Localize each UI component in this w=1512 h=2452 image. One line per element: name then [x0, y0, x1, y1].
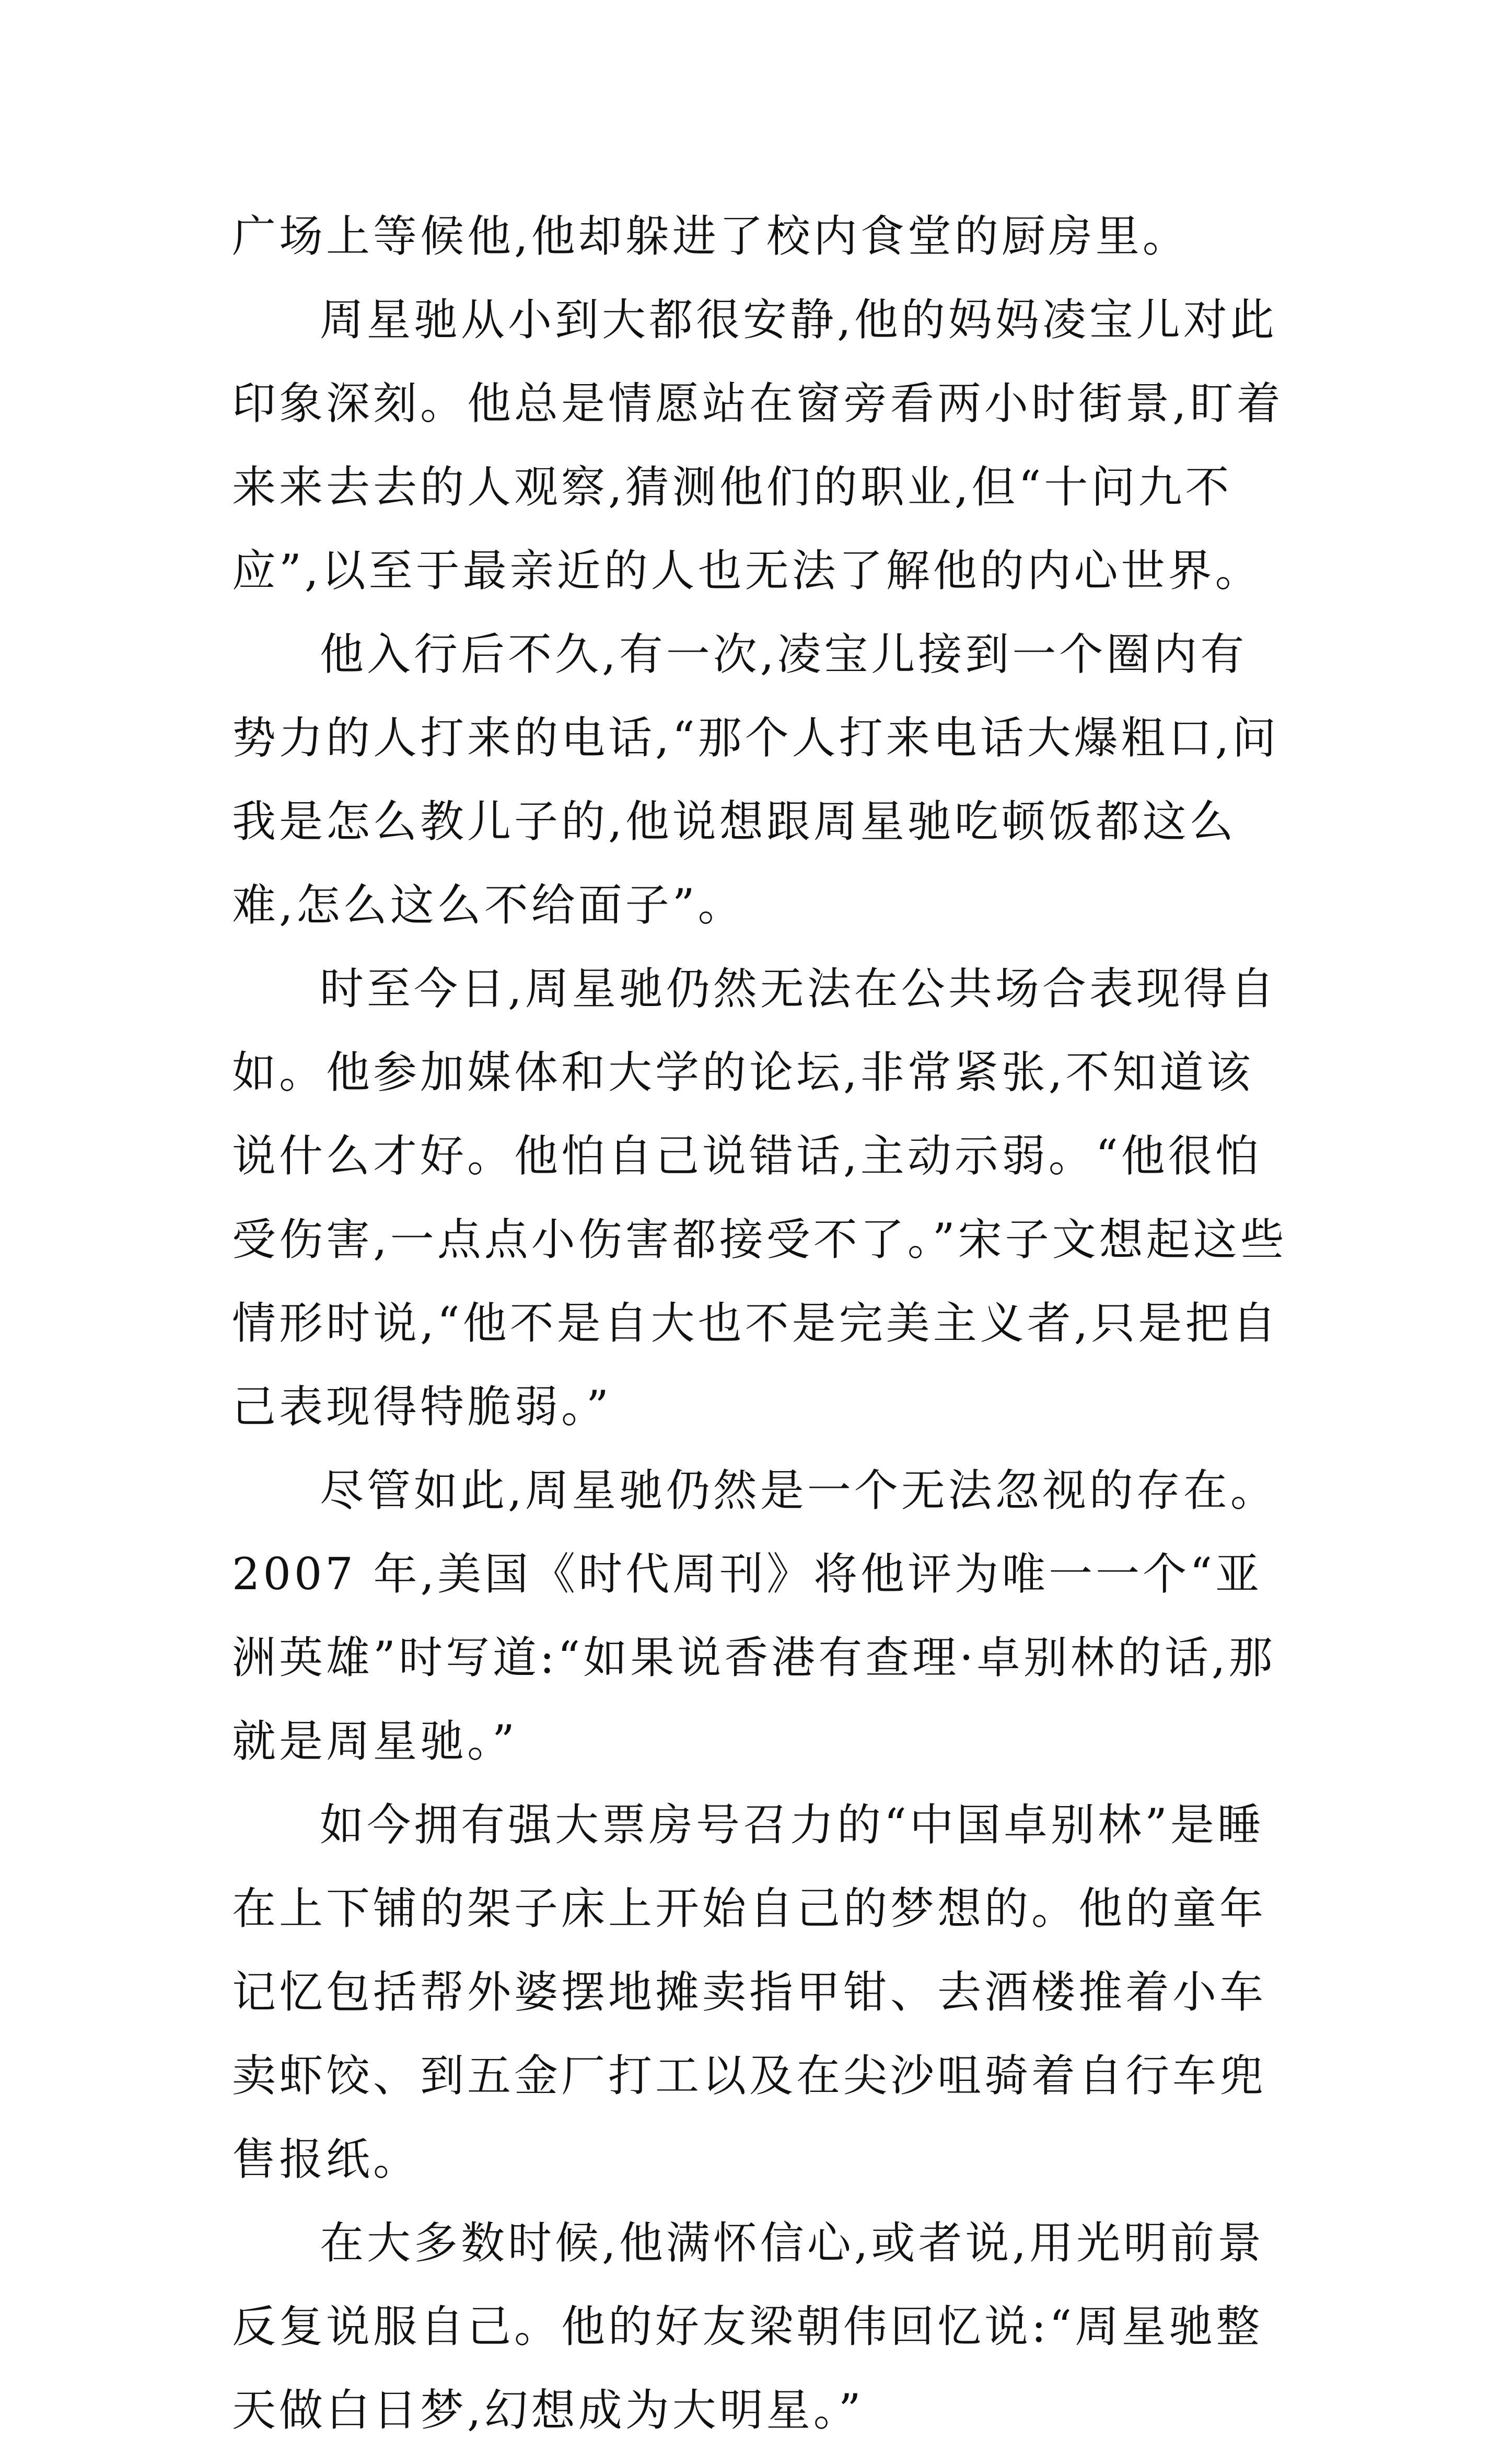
- paragraph-4: 时至今日,周星驰仍然无法在公共场合表现得自如。他参加媒体和大学的论坛,非常紧张,不知道该说什么才好。他怕自己说错话,主动示弱。“他很怕受伤害,一点点小伤害都接受不了。”宋子文想起这些情形时说,“他不是自大也不是完美主义者,只是把自己表现得特脆弱。”: [232, 963, 1287, 1432]
- paragraph-3: 他入行后不久,有一次,凌宝儿接到一个圈内有势力的人打来的电话,“那个人打来电话大爆粗口,问我是怎么教儿子的,他说想跟周星驰吃顿饭都这么难,怎么这么不给面子”。: [232, 629, 1280, 931]
- paragraph-6: 如今拥有强大票房号召力的“中国卓别林”是睡在上下铺的架子床上开始自己的梦想的。他的童年记忆包括帮外婆摆地摊卖指甲钳、去酒楼推着小车卖虾饺、到五金厂打工以及在尖沙咀骑着自行车兜售报纸。: [232, 1799, 1267, 2185]
- paragraph-1: 广场上等候他,他却躲进了校内食堂的厨房里。: [232, 211, 1190, 262]
- paragraph-5: 尽管如此,周星驰仍然是一个无法忽视的存在。2007 年,美国《时代周刊》将他评为唯一一个“亚洲英雄”时写道:“如果说香港有查理·卓别林的话,那就是周星驰。”: [232, 1465, 1277, 1767]
- paragraph-7: 在大多数时候,他满怀信心,或者说,用光明前景反复说服自己。他的好友梁朝伟回忆说:“周星驰整天做白日梦,幻想成为大明星。”: [232, 2217, 1265, 2436]
- paragraph-2: 周星驰从小到大都很安静,他的妈妈凌宝儿对此印象深刻。他总是情愿站在窗旁看两小时街景,盯着来来去去的人观察,猜测他们的职业,但“十问九不应”,以至于最亲近的人也无法了解他的内心世界。: [232, 294, 1284, 596]
- article-body: [232, 194, 1293, 2452]
